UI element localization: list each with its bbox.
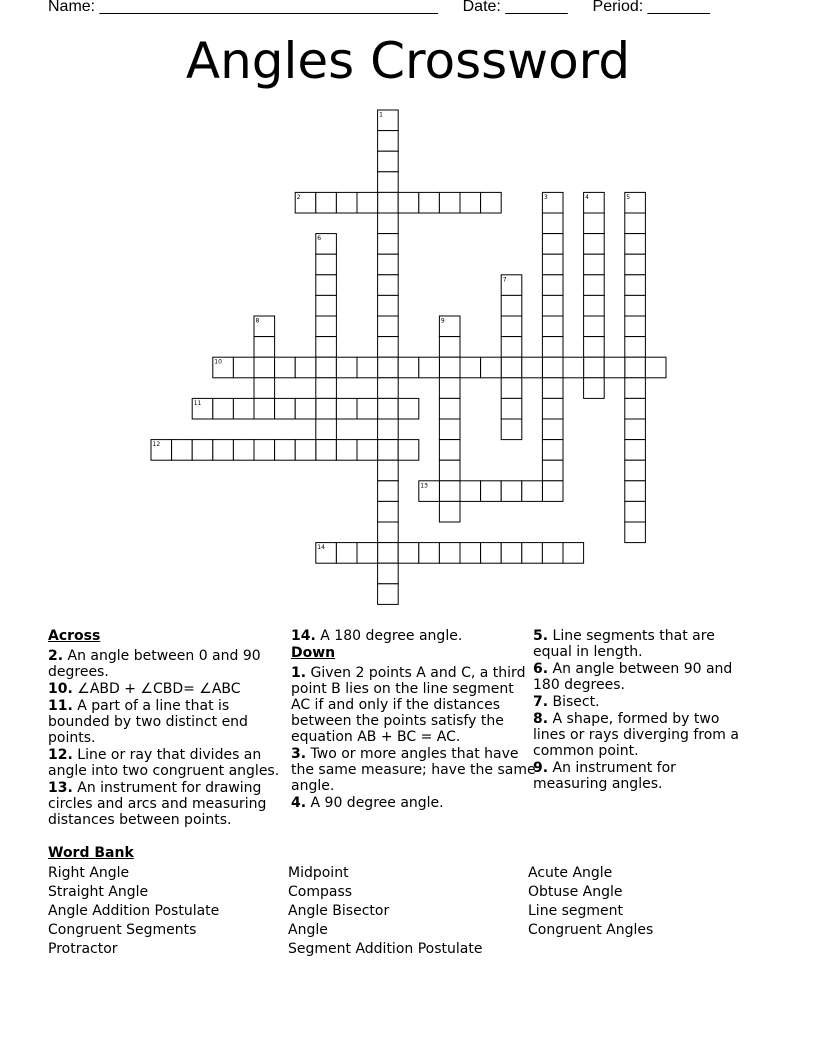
crossword-cell[interactable] — [625, 378, 646, 399]
crossword-cell[interactable] — [336, 398, 357, 419]
crossword-cell[interactable] — [625, 357, 646, 378]
crossword-cell[interactable] — [316, 337, 337, 358]
crossword-cell[interactable] — [439, 543, 460, 564]
crossword-cell[interactable] — [542, 295, 563, 316]
crossword-cell[interactable] — [254, 337, 275, 358]
crossword-cell[interactable] — [316, 378, 337, 399]
crossword-cell[interactable] — [275, 357, 296, 378]
crossword-cell[interactable] — [378, 234, 399, 255]
crossword-cell[interactable] — [378, 440, 399, 461]
crossword-cell[interactable] — [625, 481, 646, 502]
crossword-cell[interactable] — [625, 440, 646, 461]
clue-number: 5 — [626, 193, 631, 201]
crossword-cell[interactable] — [563, 543, 584, 564]
crossword-cell[interactable] — [357, 543, 378, 564]
clue-number: 4 — [585, 193, 589, 201]
page-title: Angles Crossword — [185, 32, 631, 90]
crossword-cell[interactable] — [316, 275, 337, 296]
crossword-cell[interactable] — [357, 398, 378, 419]
clue-down-8: 8. A shape, formed by two lines or rays diverging from a common point. — [533, 711, 739, 759]
crossword-cell[interactable] — [584, 378, 605, 399]
crossword-cell[interactable] — [625, 419, 646, 440]
crossword-cell[interactable] — [419, 192, 440, 213]
crossword-cell[interactable] — [233, 398, 254, 419]
crossword-cell[interactable] — [501, 295, 522, 316]
crossword-cell[interactable] — [460, 357, 481, 378]
across-heading: Across — [48, 628, 101, 644]
crossword-cell[interactable] — [378, 151, 399, 172]
clue-number: 9 — [440, 317, 445, 325]
clue-down-6: 6. An angle between 90 and 180 degrees. — [533, 661, 733, 693]
word-bank-column-3 — [528, 864, 653, 940]
crossword-cell[interactable] — [439, 357, 460, 378]
crossword-cell[interactable] — [645, 357, 666, 378]
crossword-cell[interactable] — [233, 440, 254, 461]
crossword-cell[interactable] — [336, 357, 357, 378]
crossword-cell[interactable] — [439, 481, 460, 502]
crossword-cell[interactable] — [542, 398, 563, 419]
word-bank-item: Congruent Segments — [48, 922, 197, 938]
crossword-cell[interactable] — [584, 254, 605, 275]
crossword-cell[interactable] — [378, 316, 399, 337]
crossword-cell[interactable] — [398, 192, 419, 213]
crossword-cell[interactable] — [378, 522, 399, 543]
word-bank-item: Acute Angle — [528, 865, 613, 881]
crossword-cell[interactable] — [439, 378, 460, 399]
down-heading: Down — [291, 645, 336, 661]
crossword-cell[interactable] — [563, 357, 584, 378]
clue-down-7: 7. Bisect. — [533, 694, 600, 710]
clue-down-4: 4. A 90 degree angle. — [291, 795, 444, 811]
clue-number: 13 — [420, 482, 428, 490]
crossword-cell[interactable] — [481, 481, 502, 502]
crossword-cell[interactable] — [357, 440, 378, 461]
crossword-cell[interactable] — [295, 357, 316, 378]
crossword-cell[interactable] — [460, 481, 481, 502]
crossword-cell[interactable] — [378, 543, 399, 564]
crossword-cell[interactable] — [398, 398, 419, 419]
clue-down-3: 3. Two or more angles that have the same measure; have the same angle. — [291, 746, 536, 794]
crossword-cell[interactable] — [398, 357, 419, 378]
crossword-cell[interactable] — [295, 440, 316, 461]
crossword-cell[interactable] — [254, 378, 275, 399]
crossword-cell[interactable] — [316, 398, 337, 419]
crossword-cell[interactable] — [439, 337, 460, 358]
word-bank-item: Angle — [288, 922, 328, 938]
crossword-cell[interactable] — [542, 543, 563, 564]
crossword-cell[interactable] — [378, 131, 399, 152]
word-bank-item: Angle Bisector — [288, 903, 390, 919]
crossword-cell[interactable] — [542, 460, 563, 481]
crossword-cell[interactable] — [604, 357, 625, 378]
crossword-cell[interactable] — [419, 543, 440, 564]
clues-column-3 — [533, 628, 753, 793]
crossword-cell[interactable] — [625, 316, 646, 337]
crossword-cell[interactable] — [625, 234, 646, 255]
crossword-cell[interactable] — [584, 275, 605, 296]
word-bank-item: Right Angle — [48, 865, 130, 881]
crossword-cell[interactable] — [378, 501, 399, 522]
crossword-cell[interactable] — [398, 543, 419, 564]
crossword-cell[interactable] — [542, 378, 563, 399]
clue-across-2: 2. An angle between 0 and 90 degrees. — [48, 648, 261, 680]
crossword-cell[interactable] — [542, 275, 563, 296]
word-bank-item: Protractor — [48, 941, 118, 957]
crossword-cell[interactable] — [192, 440, 213, 461]
crossword-cell[interactable] — [501, 357, 522, 378]
clue-down-5: 5. Line segments that are equal in length. — [533, 628, 715, 660]
word-bank-item: Compass — [288, 884, 353, 900]
crossword-cell[interactable] — [501, 481, 522, 502]
crossword-cell[interactable] — [439, 192, 460, 213]
crossword-cell[interactable] — [542, 337, 563, 358]
word-bank-item: Angle Addition Postulate — [48, 903, 220, 919]
crossword-cell[interactable] — [316, 254, 337, 275]
crossword-cell[interactable] — [481, 543, 502, 564]
crossword-cell[interactable] — [378, 172, 399, 193]
crossword-cell[interactable] — [625, 460, 646, 481]
crossword-cell[interactable] — [378, 378, 399, 399]
crossword-cell[interactable] — [316, 316, 337, 337]
crossword-cell[interactable] — [398, 440, 419, 461]
crossword-cell[interactable] — [542, 440, 563, 461]
crossword-cell[interactable] — [378, 275, 399, 296]
clue-number: 3 — [543, 193, 548, 201]
crossword-cell[interactable] — [357, 192, 378, 213]
crossword-cell[interactable] — [378, 398, 399, 419]
clue-number: 14 — [317, 544, 325, 552]
crossword-cell[interactable] — [542, 254, 563, 275]
crossword-cell[interactable] — [625, 398, 646, 419]
crossword-cell[interactable] — [625, 254, 646, 275]
clue-down-1: 1. Given 2 points A and C, a third point B lies on the line segment AC if and only if the distances between the points satisfy the equation AB + BC = AC. — [291, 665, 526, 745]
crossword-cell[interactable] — [584, 234, 605, 255]
clue-down-9: 9. An instrument for measuring angles. — [533, 760, 676, 792]
crossword-cell[interactable] — [501, 419, 522, 440]
crossword-cell[interactable] — [378, 584, 399, 605]
crossword-cell[interactable] — [542, 419, 563, 440]
crossword-cell[interactable] — [542, 234, 563, 255]
crossword-cell[interactable] — [378, 337, 399, 358]
crossword-cell[interactable] — [439, 440, 460, 461]
crossword-cell[interactable] — [316, 419, 337, 440]
word-bank-title: Word Bank — [48, 845, 134, 861]
crossword-cell[interactable] — [501, 337, 522, 358]
crossword-cell[interactable] — [625, 275, 646, 296]
crossword-cell[interactable] — [316, 295, 337, 316]
crossword-cell[interactable] — [316, 192, 337, 213]
crossword-cell[interactable] — [439, 460, 460, 481]
crossword-cell[interactable] — [522, 543, 543, 564]
crossword-cell[interactable] — [542, 357, 563, 378]
crossword-cell[interactable] — [336, 440, 357, 461]
word-bank-column-2 — [288, 864, 482, 959]
word-bank-item: Congruent Angles — [528, 922, 654, 938]
crossword-cell[interactable] — [233, 357, 254, 378]
clue-across-10: 10. ∠ABD + ∠CBD= ∠ABC — [48, 681, 241, 697]
crossword-cell[interactable] — [501, 378, 522, 399]
crossword-cell[interactable] — [625, 213, 646, 234]
word-bank-item: Line segment — [528, 903, 624, 919]
crossword-cell[interactable] — [378, 213, 399, 234]
crossword-cell[interactable] — [439, 419, 460, 440]
crossword-cell[interactable] — [625, 501, 646, 522]
clue-number: 1 — [379, 111, 383, 119]
crossword-cell[interactable] — [439, 398, 460, 419]
crossword-cell[interactable] — [295, 398, 316, 419]
crossword-cell[interactable] — [501, 316, 522, 337]
crossword-cell[interactable] — [460, 543, 481, 564]
crossword-cell[interactable] — [584, 295, 605, 316]
period-field[interactable]: Period: _______ — [592, 0, 710, 15]
word-bank-item: Obtuse Angle — [528, 884, 623, 900]
crossword-cell[interactable] — [501, 398, 522, 419]
crossword-cell[interactable] — [378, 419, 399, 440]
crossword-cell[interactable] — [378, 357, 399, 378]
crossword-cell[interactable] — [522, 357, 543, 378]
crossword-cell[interactable] — [357, 357, 378, 378]
crossword-cell[interactable] — [378, 254, 399, 275]
clue-across-14: 14. A 180 degree angle. — [291, 628, 463, 644]
crossword-cell[interactable] — [275, 440, 296, 461]
crossword-cell[interactable] — [625, 337, 646, 358]
crossword-cell[interactable] — [378, 295, 399, 316]
crossword-cell[interactable] — [316, 357, 337, 378]
crossword-cell[interactable] — [584, 337, 605, 358]
crossword-cell[interactable] — [378, 192, 399, 213]
crossword-cell[interactable] — [419, 357, 440, 378]
crossword-cell[interactable] — [625, 295, 646, 316]
date-field[interactable]: Date: _______ — [462, 0, 568, 15]
clue-number: 7 — [502, 276, 507, 284]
clues-column-1 — [48, 628, 293, 829]
crossword-cell[interactable] — [254, 357, 275, 378]
crossword-cell[interactable] — [522, 481, 543, 502]
crossword-cell[interactable] — [481, 357, 502, 378]
crossword-cell[interactable] — [584, 213, 605, 234]
word-bank-column-1 — [48, 864, 219, 959]
crossword-cell[interactable] — [316, 440, 337, 461]
clue-number: 6 — [317, 235, 322, 243]
crossword-cell[interactable] — [336, 192, 357, 213]
clue-number: 11 — [193, 399, 202, 407]
clues-column-2 — [291, 628, 536, 812]
clue-number: 2 — [296, 193, 301, 201]
crossword-cell[interactable] — [275, 398, 296, 419]
crossword-cell[interactable] — [542, 481, 563, 502]
clue-number: 8 — [255, 317, 260, 325]
crossword-cell[interactable] — [584, 357, 605, 378]
crossword-cell[interactable] — [336, 543, 357, 564]
crossword-cell[interactable] — [378, 563, 399, 584]
crossword-cell[interactable] — [378, 460, 399, 481]
word-bank-item: Straight Angle — [48, 884, 149, 900]
crossword-cell[interactable] — [213, 440, 234, 461]
clue-across-13: 13. An instrument for drawing circles and arcs and measuring distances between points. — [48, 780, 267, 828]
crossword-cell[interactable] — [172, 440, 193, 461]
crossword-cell[interactable] — [460, 192, 481, 213]
clue-across-11: 11. A part of a line that is bounded by two distinct end points. — [48, 698, 248, 746]
crossword-cell[interactable] — [584, 316, 605, 337]
crossword-cell[interactable] — [439, 501, 460, 522]
crossword-cell[interactable] — [378, 481, 399, 502]
word-bank-item: Segment Addition Postulate — [288, 941, 483, 957]
crossword-cell[interactable] — [254, 398, 275, 419]
crossword-cell[interactable] — [625, 522, 646, 543]
clue-across-12: 12. Line or ray that divides an angle into two congruent angles. — [48, 747, 280, 779]
clue-number: 12 — [152, 441, 161, 449]
word-bank-item: Midpoint — [288, 865, 349, 881]
crossword-cell[interactable] — [481, 192, 502, 213]
clue-number: 10 — [214, 358, 222, 366]
crossword-cell[interactable] — [542, 316, 563, 337]
name-field[interactable]: Name: ______________________________________ — [48, 0, 438, 15]
crossword-cell[interactable] — [213, 398, 234, 419]
crossword-cell[interactable] — [501, 543, 522, 564]
crossword-cell[interactable] — [254, 440, 275, 461]
crossword-cell[interactable] — [542, 213, 563, 234]
